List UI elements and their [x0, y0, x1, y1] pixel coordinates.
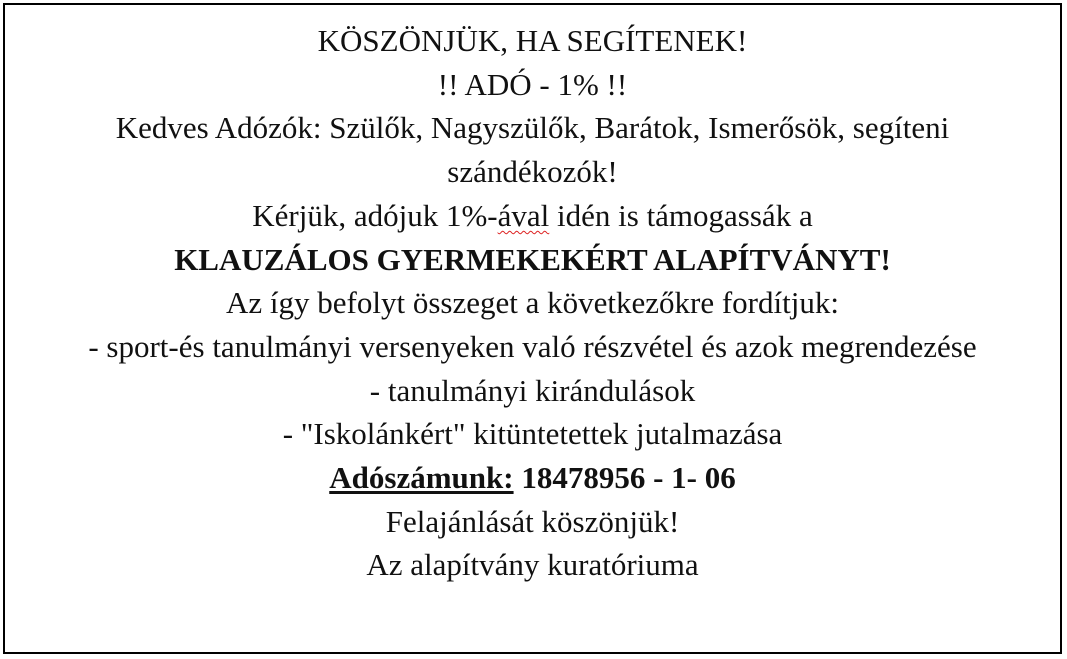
tax-number-label: Adószámunk: — [329, 460, 514, 496]
request-line — [5, 194, 1060, 238]
spellcheck-word: ával — [497, 197, 550, 233]
foundation-name: KLAUZÁLOS GYERMEKEKÉRT ALAPÍTVÁNYT! — [174, 241, 891, 277]
request-suffix: idén is támogassák a — [549, 197, 813, 233]
notice-content — [5, 19, 1060, 587]
usage-item: - sport-és tanulmányi versenyeken való részvétel és azok megrendezése — [88, 328, 977, 364]
notice-heading: KÖSZÖNJÜK, HA SEGÍTENEK! — [317, 23, 748, 58]
notice-subheading: !! ADÓ - 1% !! — [437, 66, 628, 102]
usage-intro: Az így befolyt összeget a következőkre fordítjuk: — [226, 285, 839, 321]
greeting-line-1: Kedves Adózók: Szülők, Nagyszülők, Barátok, Ismerősök, segíteni — [115, 110, 950, 146]
tax-number-value: 18478956 - 1- 06 — [513, 460, 736, 496]
tax-number-line — [5, 456, 1060, 500]
thanks-line: Felajánlását köszönjük! — [385, 503, 680, 539]
notice-frame — [3, 3, 1062, 654]
usage-item: - "Iskolánkért" kitüntetettek jutalmazása — [282, 416, 783, 452]
request-prefix: Kérjük, adójuk 1%- — [252, 197, 498, 233]
usage-item: - tanulmányi kirándulások — [369, 372, 696, 408]
greeting-line-2: szándékozók! — [447, 154, 618, 190]
signature-line: Az alapítvány kuratóriuma — [366, 547, 699, 583]
